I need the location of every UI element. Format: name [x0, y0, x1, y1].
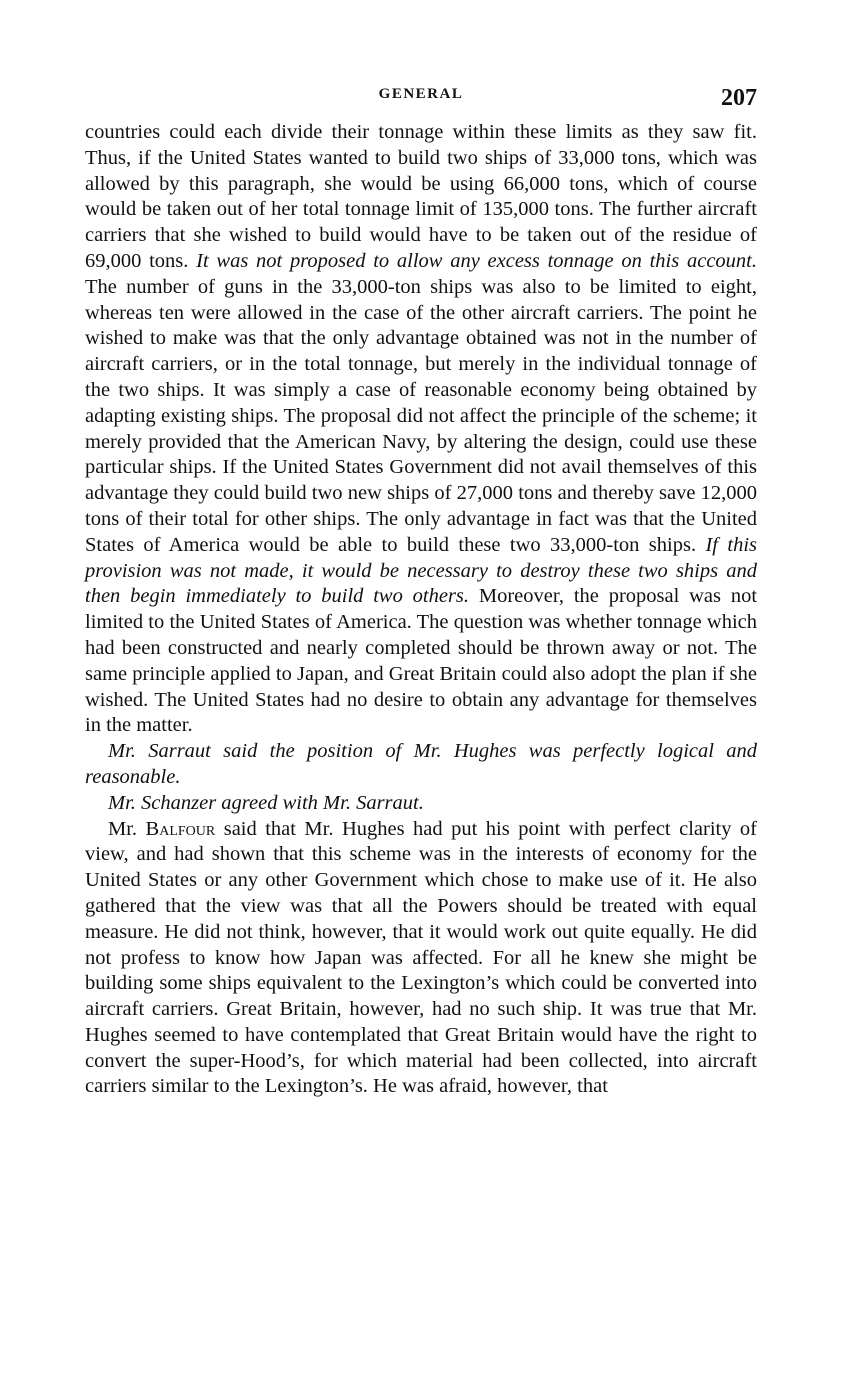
paragraph-schanzer: Mr. Schanzer agreed with Mr. Sarraut.	[108, 791, 424, 814]
italic-sentence: It was not proposed to allow any excess tonnage on this account.	[196, 249, 757, 272]
running-header	[85, 80, 757, 120]
running-title: GENERAL	[378, 86, 464, 102]
sentence-text: The number of guns in the 33,000-ton ships was also to be limited to eight, whereas ten were allowed in the case of the other aircraft carriers. The point he wished to make was that the only advantage obtained was not in the number of aircraft carriers, or in the total tonnage, but merely in the individual tonnage of the two ships. It was simply a case of reasonable economy being obtained by adapting existing ships. The proposal did not affect the principle of the scheme; it merely provided that the American Navy, by altering the design, could use these particular ships. If the United States Government did not avail themselves of this advantage they could build two new ships of 27,000 tons and thereby save 12,000 tons of their total for other ships. The only advantage in fact was that the United States of America would be able to build these two 33,000-ton ships.	[85, 275, 757, 556]
paragraph-sarraut: Mr. Sarraut said the position of Mr. Hughes was perfectly logical and reasonable.	[85, 740, 757, 788]
document-page	[85, 80, 757, 1100]
sentence-text: countries could each divide their tonnage within these limits as they saw fit. Thus, if the United States wanted to build two ships of 33,000 tons, which was allowed by this paragraph, she would be using 66,000 tons, which of course would be taken out of her total tonnage limit of 135,000 tons. The further aircraft carriers that she wished to build would have to be taken out of the residue of 69,000 tons.	[85, 121, 757, 272]
italic-sentence: If this provision was not made, it would be necessary to destroy these two ships and then begin immediately to build two others.	[85, 533, 757, 608]
body-text	[85, 120, 757, 1100]
sentence-text: Moreover, the proposal was not limited to the United States of America. The question was whether tonnage which had been constructed and nearly completed should be thrown away or not. The same principle applied to Japan, and Great Britain could also adopt the plan if she wished. The United States had no desire to obtain any advantage for themselves in the matter.	[85, 585, 758, 737]
page-number: 207	[721, 85, 757, 111]
paragraph-text: said that Mr. Hughes had put his point with perfect clarity of view, and had shown that this scheme was in the interests of economy for the United States or any other Government which chose to make use of it. He also gathered that the view was that all the Powers should be treated with equal measure. He did not think, however, that it would work out quite equally. He did not profess to know how Japan was affected. For all he knew she might be building some ships equivalent to the Lexington’s which could be converted into aircraft carriers. Great Britain, however, had no such ship. It was true that Mr. Hughes seemed to have contemplated that Great Britain would have the right to convert the super-Hood’s, for which material had been collected, into aircraft carriers similar to the Lexington’s. He was afraid, however, that	[85, 817, 758, 1098]
paragraph-hughes-continued	[85, 120, 757, 739]
speaker-name: Balfour	[145, 817, 216, 840]
speaker-prefix: Mr.	[108, 817, 138, 840]
paragraph-balfour	[85, 817, 757, 1101]
